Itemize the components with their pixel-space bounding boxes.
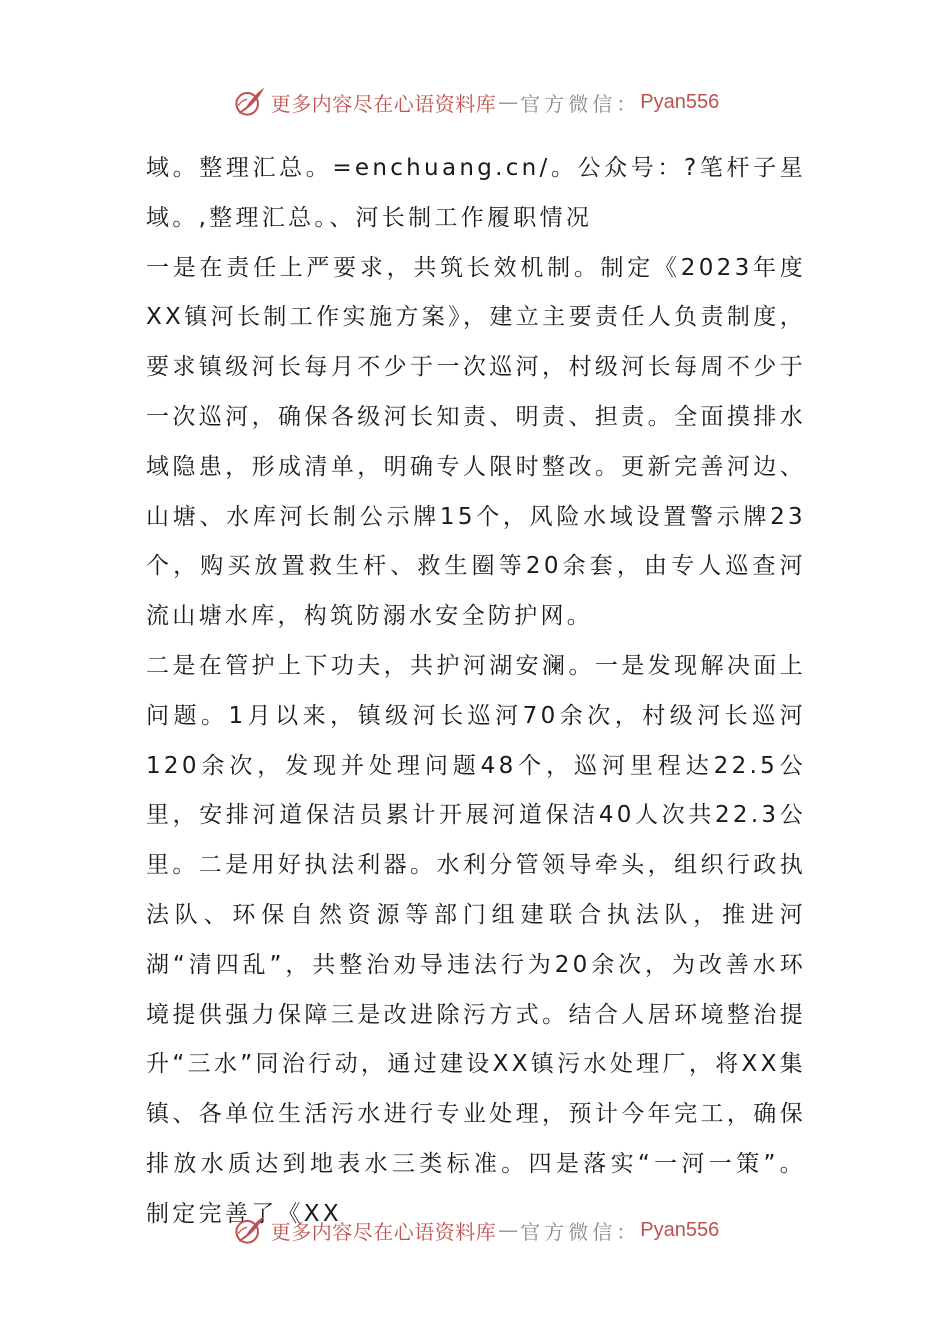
banner-wechat-id: Pyan556: [640, 1218, 720, 1241]
banner-brand-text: 更多内容尽在心语资料库: [270, 91, 497, 116]
quill-logo-icon: [231, 84, 267, 120]
banner-wechat-id: Pyan556: [640, 90, 720, 113]
banner-brand-text: 更多内容尽在心语资料库: [270, 1219, 497, 1244]
paragraph-2: 一是在责任上严要求，共筑长效机制。制定《2023年度XX镇河长制工作实施方案》，建立主要责任人负责制度，要求镇级河长每月不少于一次巡河，村级河长每周不少于一次巡河，确保各级河长知责、明责、担责。全面摸排水域隐患，形成清单，明确专人限时整改。更新完善河边、山塘、水库河长制公示牌15个，风险水域设置警示牌23个，购买放置救生杆、救生圈等20余套，由专人巡查河流山塘水库，构筑防溺水安全防护网。: [146, 254, 806, 630]
document-body: [146, 144, 806, 1240]
banner-official-label: 官方微信：: [520, 1219, 641, 1244]
banner-separator: —: [498, 1218, 519, 1242]
paragraph-1: 域。整理汇总。=enchuang.cn/。公众号：?笔杆子星域。,整理汇总。、河长制工作履职情况: [146, 155, 806, 231]
banner-separator: —: [498, 90, 519, 114]
footer-banner: [0, 1210, 950, 1250]
header-banner: [0, 82, 950, 122]
quill-logo-icon: [231, 1212, 267, 1248]
paragraph-3: 二是在管护上下功夫，共护河湖安澜。一是发现解决面上问题。1月以来，镇级河长巡河70余次，村级河长巡河120余次，发现并处理问题48个，巡河里程达22.5公里，安排河道保洁员累计开展河道保洁40人次共22.3公里。二是用好执法利器。水利分管领导牵头，组织行政执法队、环保自然资源等部门组建联合执法队，推进河湖“清四乱”，共整治劝导违法行为20余次，为改善水环境提供强力保障三是改进除污方式。结合人居环境整治提升“三水”同治行动，通过建设XX镇污水处理厂，将XX集镇、各单位生活污水进行专业处理，预计今年完工，确保排放水质达到地表水三类标准。四是落实“一河一策”。制定完善了《XX: [146, 652, 806, 1227]
banner-official-label: 官方微信：: [520, 91, 641, 116]
